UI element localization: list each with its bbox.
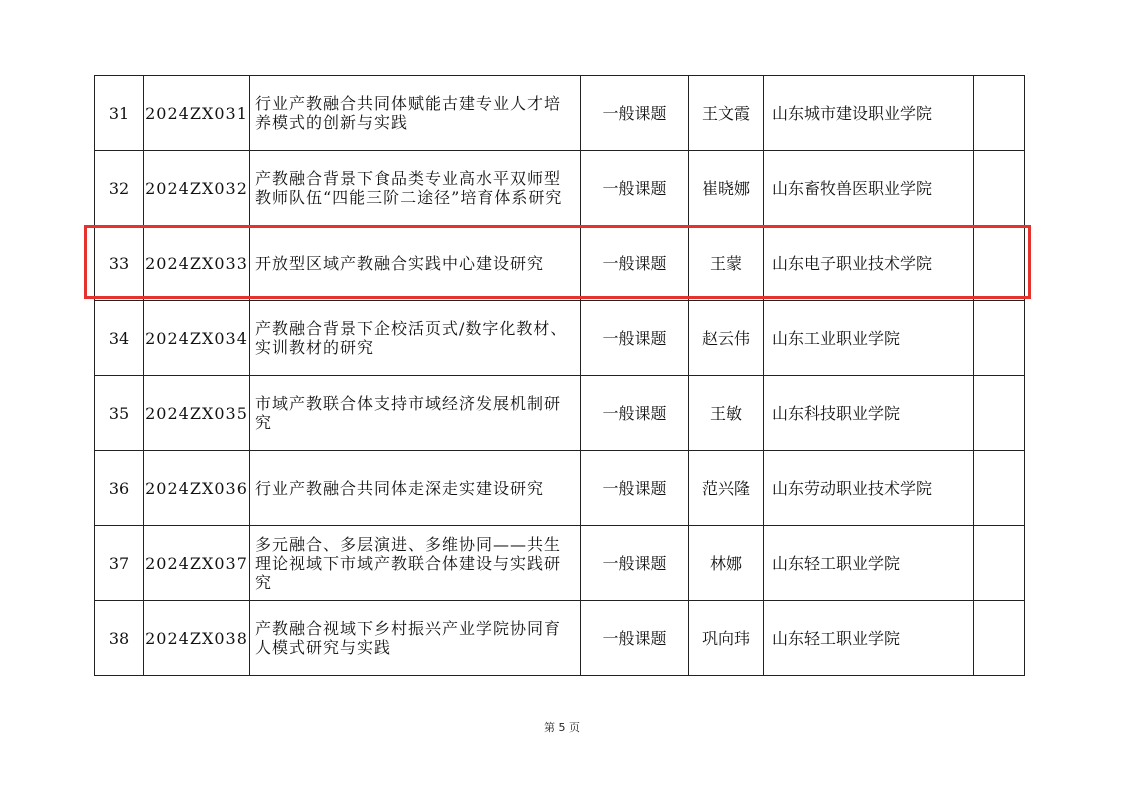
project-title-cell: 市域产教联合体支持市域经济发展机制研究 xyxy=(250,376,581,451)
project-title-cell: 行业产教融合共同体赋能古建专业人才培养模式的创新与实践 xyxy=(250,76,581,151)
project-code-cell: 2024ZX037 xyxy=(144,526,250,601)
institution-cell: 山东工业职业学院 xyxy=(764,301,974,376)
row-number-cell: 31 xyxy=(95,76,144,151)
row-number-cell: 35 xyxy=(95,376,144,451)
project-leader-cell: 王文霞 xyxy=(689,76,764,151)
project-code-cell: 2024ZX033 xyxy=(144,226,250,301)
institution-cell: 山东轻工职业学院 xyxy=(764,601,974,676)
table-row xyxy=(95,376,1025,451)
project-code-cell: 2024ZX034 xyxy=(144,301,250,376)
project-type-cell: 一般课题 xyxy=(581,526,689,601)
row-number-cell: 33 xyxy=(95,226,144,301)
project-code-cell: 2024ZX038 xyxy=(144,601,250,676)
page-number: 第 5 页 xyxy=(544,721,580,734)
project-type-cell: 一般课题 xyxy=(581,376,689,451)
project-leader-cell: 王敏 xyxy=(689,376,764,451)
project-title-cell: 行业产教融合共同体走深走实建设研究 xyxy=(250,451,581,526)
table-row xyxy=(95,76,1025,151)
table-row xyxy=(95,226,1025,301)
row-number-cell: 34 xyxy=(95,301,144,376)
table-row xyxy=(95,601,1025,676)
project-type-cell: 一般课题 xyxy=(581,151,689,226)
remark-cell xyxy=(974,76,1025,151)
remark-cell xyxy=(974,601,1025,676)
remark-cell xyxy=(974,226,1025,301)
project-leader-cell: 范兴隆 xyxy=(689,451,764,526)
project-type-cell: 一般课题 xyxy=(581,226,689,301)
project-title-cell: 多元融合、多层演进、多维协同——共生理论视域下市域产教联合体建设与实践研究 xyxy=(250,526,581,601)
project-type-cell: 一般课题 xyxy=(581,601,689,676)
project-type-cell: 一般课题 xyxy=(581,451,689,526)
project-table-body xyxy=(95,76,1025,676)
project-code-cell: 2024ZX031 xyxy=(144,76,250,151)
remark-cell xyxy=(974,151,1025,226)
project-leader-cell: 巩向玮 xyxy=(689,601,764,676)
remark-cell xyxy=(974,376,1025,451)
project-title-cell: 开放型区域产教融合实践中心建设研究 xyxy=(250,226,581,301)
project-leader-cell: 赵云伟 xyxy=(689,301,764,376)
project-table xyxy=(94,75,1025,676)
institution-cell: 山东畜牧兽医职业学院 xyxy=(764,151,974,226)
remark-cell xyxy=(974,526,1025,601)
institution-cell: 山东劳动职业技术学院 xyxy=(764,451,974,526)
row-number-cell: 32 xyxy=(95,151,144,226)
table-row xyxy=(95,526,1025,601)
project-code-cell: 2024ZX036 xyxy=(144,451,250,526)
institution-cell: 山东城市建设职业学院 xyxy=(764,76,974,151)
row-number-cell: 38 xyxy=(95,601,144,676)
institution-cell: 山东轻工职业学院 xyxy=(764,526,974,601)
institution-cell: 山东科技职业学院 xyxy=(764,376,974,451)
table-row xyxy=(95,451,1025,526)
table-row xyxy=(95,301,1025,376)
remark-cell xyxy=(974,451,1025,526)
project-title-cell: 产教融合背景下企校活页式/数字化教材、实训教材的研究 xyxy=(250,301,581,376)
row-number-cell: 37 xyxy=(95,526,144,601)
project-title-cell: 产教融合背景下食品类专业高水平双师型教师队伍“四能三阶二途径”培育体系研究 xyxy=(250,151,581,226)
project-leader-cell: 林娜 xyxy=(689,526,764,601)
row-number-cell: 36 xyxy=(95,451,144,526)
project-leader-cell: 王蒙 xyxy=(689,226,764,301)
institution-cell: 山东电子职业技术学院 xyxy=(764,226,974,301)
project-code-cell: 2024ZX035 xyxy=(144,376,250,451)
project-title-cell: 产教融合视域下乡村振兴产业学院协同育人模式研究与实践 xyxy=(250,601,581,676)
project-code-cell: 2024ZX032 xyxy=(144,151,250,226)
remark-cell xyxy=(974,301,1025,376)
table-row xyxy=(95,151,1025,226)
project-type-cell: 一般课题 xyxy=(581,301,689,376)
project-type-cell: 一般课题 xyxy=(581,76,689,151)
project-leader-cell: 崔晓娜 xyxy=(689,151,764,226)
